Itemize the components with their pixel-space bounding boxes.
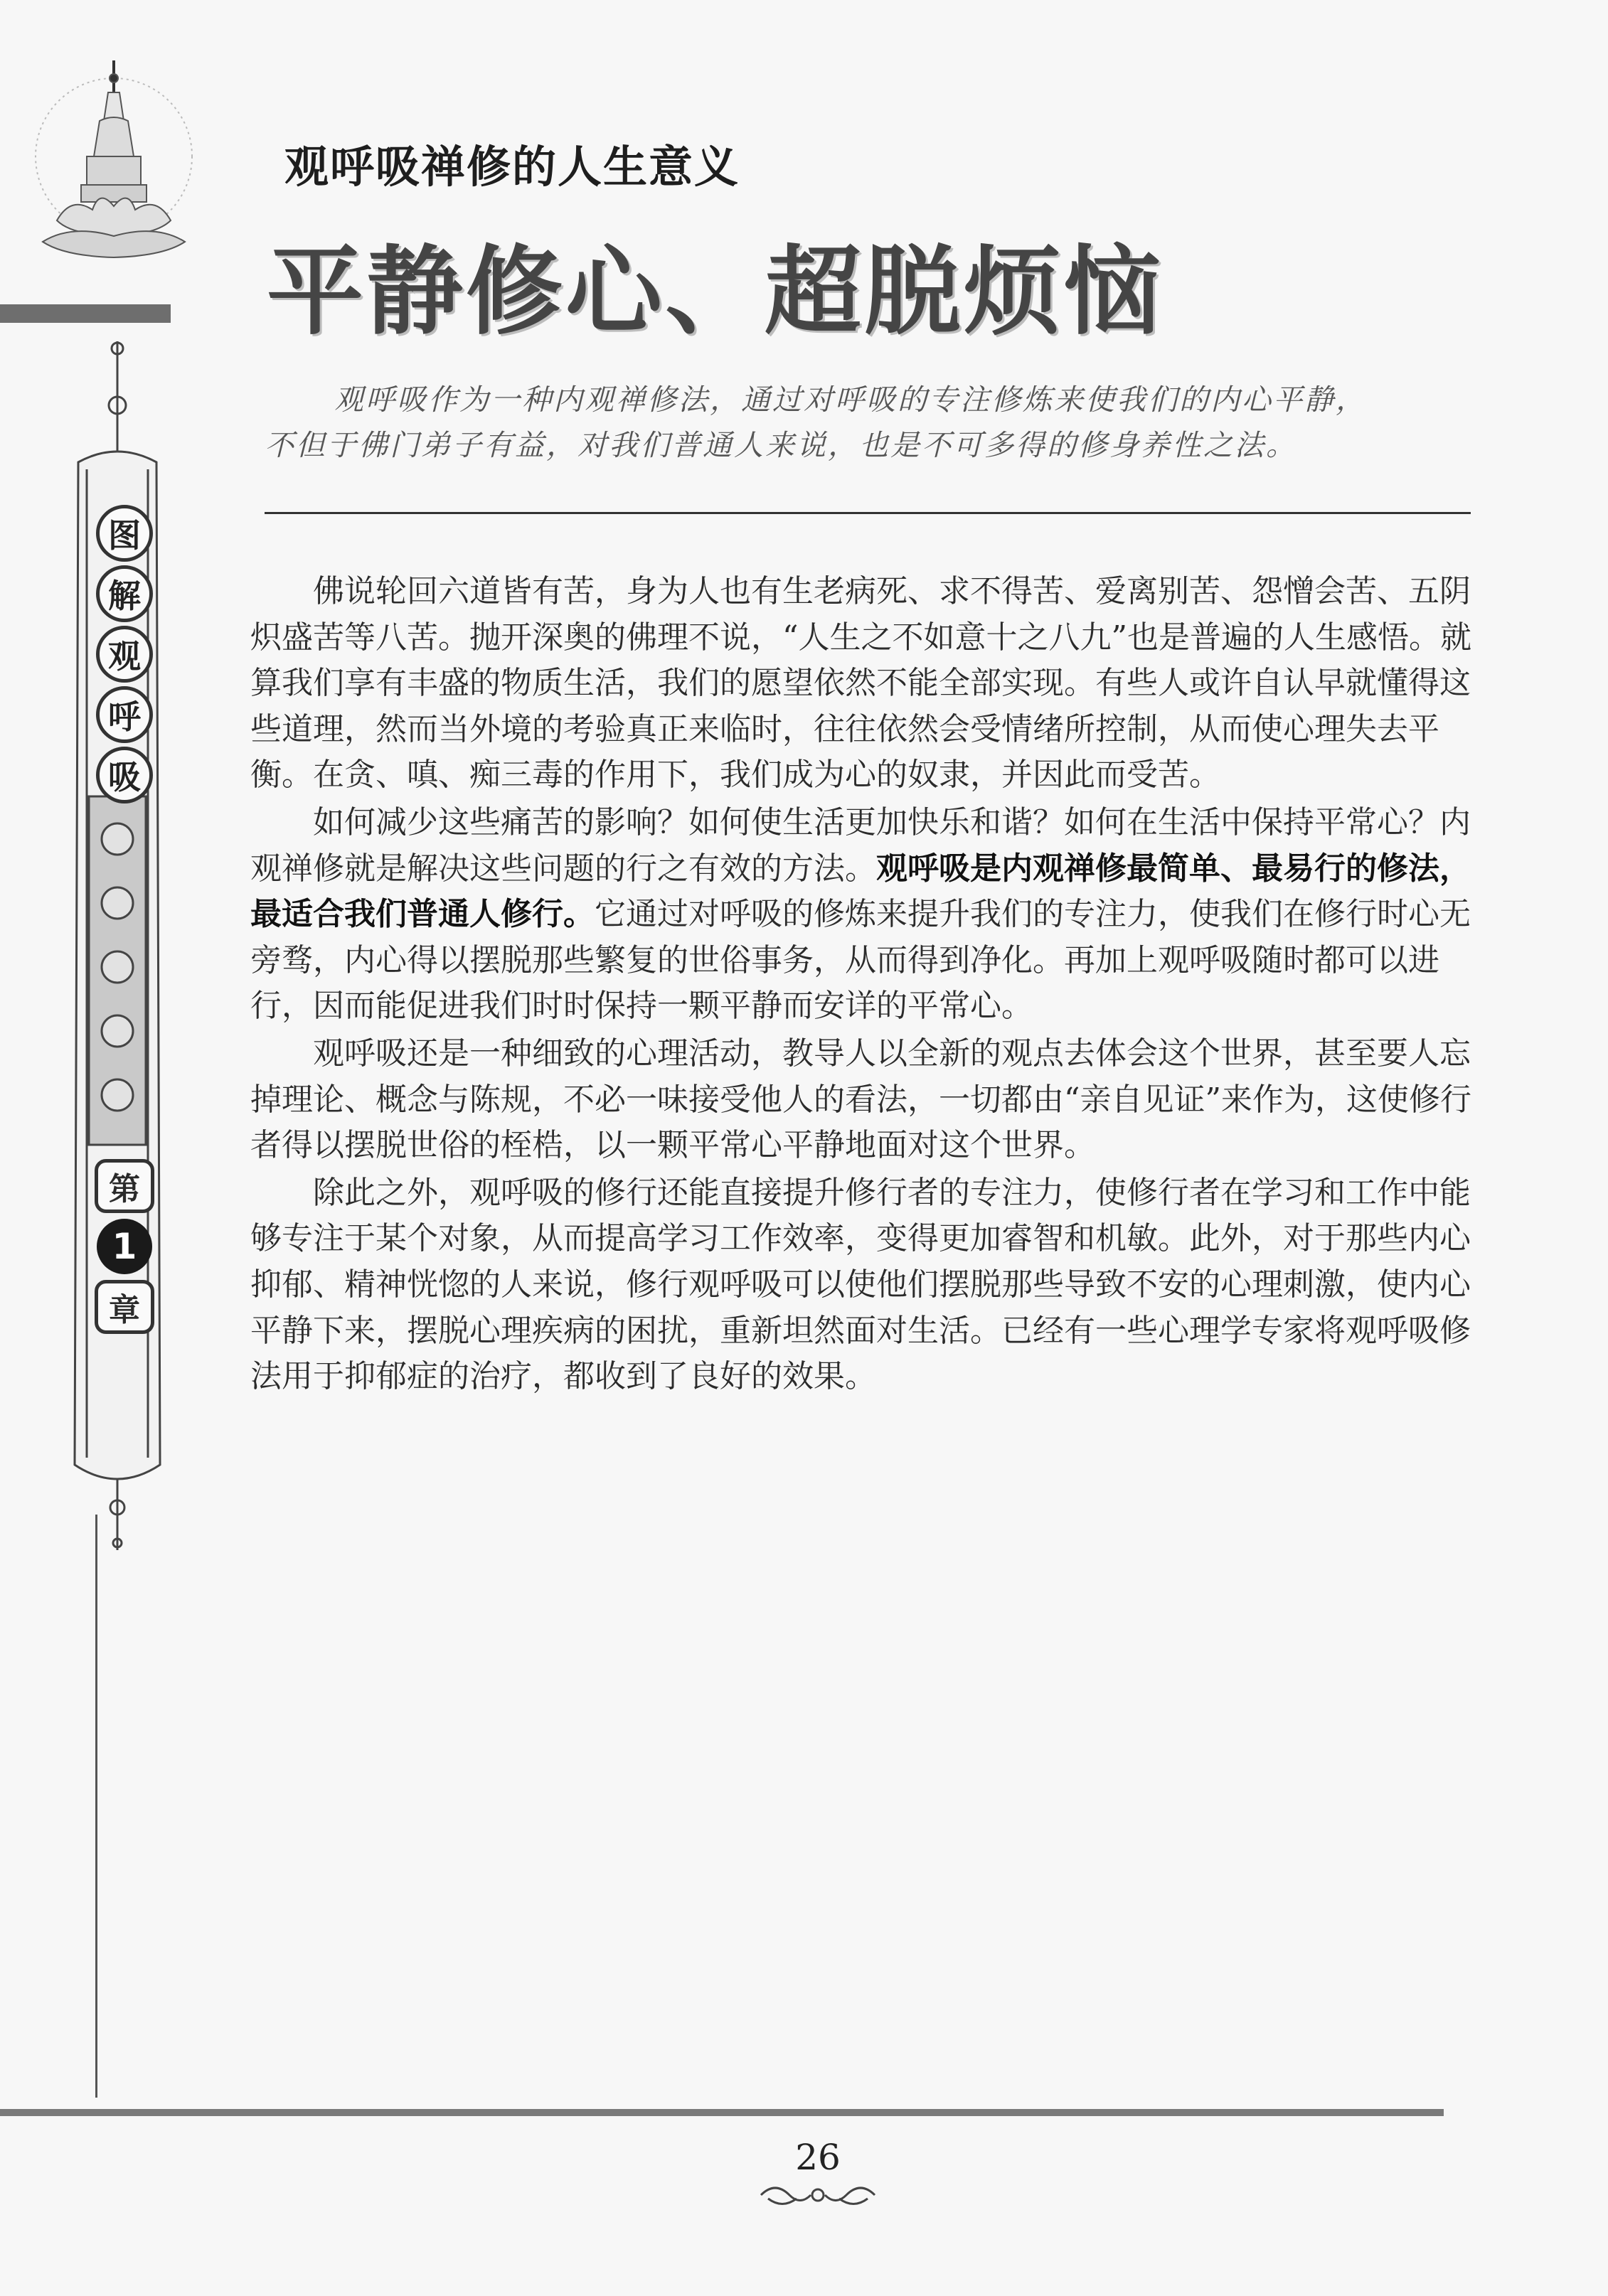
page-number: 26	[795, 2137, 841, 2178]
paragraph	[250, 800, 1474, 1030]
book-title-char: 吸	[96, 747, 153, 803]
stupa-emblem-icon	[28, 50, 199, 306]
paragraph-text: 如何减少这些痛苦的影响？如何使生活更加快乐和谐？如何在生活中保持平常心？内观禅修就是解决这些问题的行之有效的方法。	[250, 803, 1471, 887]
chapter-number: 1	[97, 1219, 152, 1274]
chapter-suffix: 章	[95, 1280, 154, 1334]
body-text	[250, 569, 1474, 1401]
paragraph-text: 它通过对呼吸的修炼来提升我们的专注力，使我们在修行时心无旁骛，内心得以摆脱那些繁复的世俗事务，从而得到净化。再加上观呼吸随时都可以进行，因而能促进我们时时保持一颗平静而安详的平常心。	[250, 896, 1471, 1025]
book-title-char: 解	[96, 565, 153, 622]
book-title-char: 呼	[96, 686, 153, 743]
bottom-rule	[0, 2109, 1444, 2116]
chapter-prefix: 第	[95, 1159, 154, 1213]
book-title-vertical	[92, 505, 156, 807]
side-rule	[95, 1515, 97, 2098]
paragraph: 佛说轮回六道皆有苦，身为人也有生老病死、求不得苦、爱离别苦、怨憎会苦、五阴炽盛苦等八苦。抛开深奥的佛理不说，“人生之不如意十之八九”也是普遍的人生感悟。就算我们享有丰盛的物质生活，我们的愿望依然不能全部实现。有些人或许自认早就懂得这些道理，然而当外境的考验真正来临时，往往依然会受情绪所控制，从而使心理失去平衡。在贪、嗔、痴三毒的作用下，我们成为心的奴隶，并因此而受苦。	[250, 573, 1471, 794]
intro-line: 不但于佛门弟子有益，对我们普通人来说，也是不可多得的修身养性之法。	[265, 428, 1297, 462]
paragraph: 除此之外，观呼吸的修行还能直接提升修行者的专注力，使修行者在学习和工作中能够专注于某个对象，从而提高学习工作效率，变得更加睿智和机敏。此外，对于那些内心抑郁、精神恍惚的人来说，修行观呼吸可以使他们摆脱那些导致不安的心理刺激，使内心平静下来，摆脱心理疾病的困扰，重新坦然面对生活。已经有一些心理学专家将观呼吸修法用于抑郁症的治疗，都收到了良好的效果。	[250, 1174, 1471, 1395]
intro-divider	[265, 512, 1471, 514]
chapter-label	[92, 1159, 156, 1340]
section-subtitle: 观呼吸禅修的人生意义	[284, 141, 740, 193]
page-number-ornament-icon	[754, 2177, 882, 2213]
book-title-char: 观	[96, 626, 153, 683]
paragraph: 观呼吸还是一种细致的心理活动，教导人以全新的观点去体会这个世界，甚至要人忘掉理论、概念与陈规，不必一味接受他人的看法，一切都由“亲自见证”来作为，这使修行者得以摆脱世俗的桎梏，以一颗平常心平静地面对这个世界。	[250, 1035, 1471, 1164]
intro-line: 观呼吸作为一种内观禅修法，通过对呼吸的专注修炼来使我们的内心平静，	[334, 383, 1367, 417]
intro-paragraph	[265, 377, 1474, 468]
book-title-char: 图	[96, 505, 153, 562]
bold-emphasis: 观呼吸是内观禅修最简单、最易行的修法，最适合我们普通人修行。	[250, 850, 1471, 933]
top-left-bar	[0, 304, 171, 323]
section-title: 平静修心、超脱烦恼	[267, 235, 1163, 348]
